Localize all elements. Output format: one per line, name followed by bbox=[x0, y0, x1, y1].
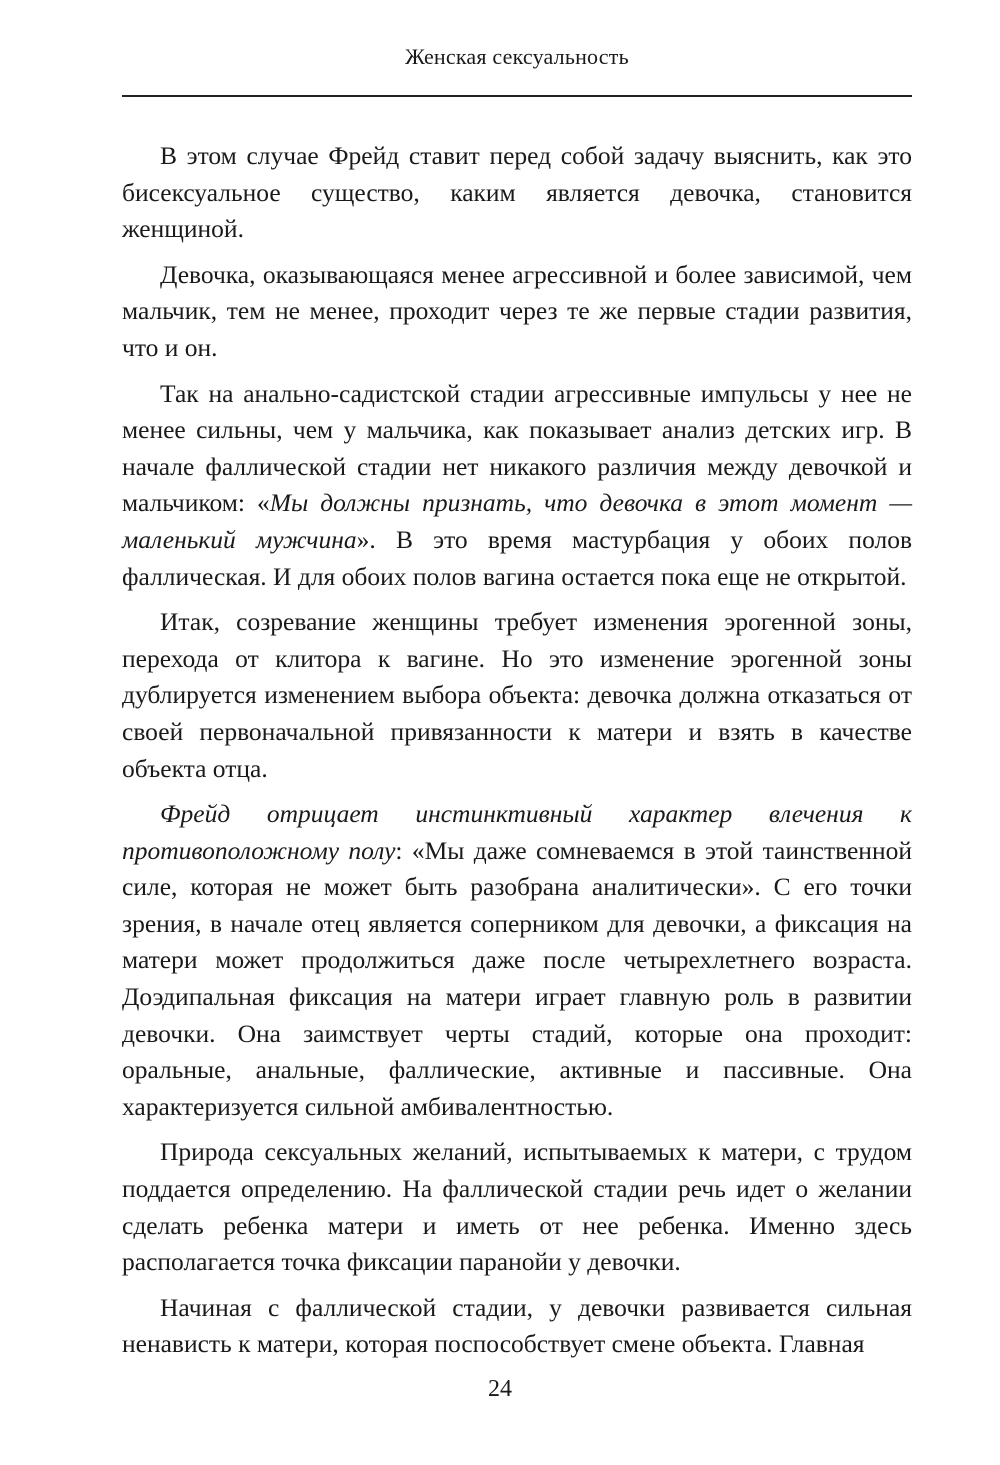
header-rule bbox=[122, 95, 912, 97]
paragraph-7: Начиная с фаллической стадии, у девочки развивается сильная ненависть к матери, которая поспособствует смене объекта. Главная bbox=[122, 1292, 912, 1359]
paragraph-2: Девочка, оказывающаяся менее агрессивной и более зависимой, чем мальчик, тем не менее, проходит через те же первые стадии развития, что и он. bbox=[122, 259, 912, 362]
paragraph-6: Природа сексуальных желаний, испытываемых к матери, с трудом поддается определению. На фаллической стадии речь идет о желании сделать ребенка матери и иметь от нее ребенка. Именно здесь располагается точка фиксации паранойи у девочки. bbox=[122, 1137, 912, 1277]
running-head: Женская сексуальность bbox=[405, 44, 629, 69]
paragraph-3-text: Так на анально-садистской стадии агрессивные импульсы у нее не менее сильны, чем у мальчика, как показывает анализ детских игр. В начале фаллической стадии нет никакого различия между девочкой и мальчиком: « bbox=[122, 378, 912, 518]
paragraph-3-quote: Мы должны признать, что девочка в этот момент — маленький мужчина bbox=[122, 488, 913, 554]
paragraph-5-emphasis: Фрейд отрицает инстинктивный характер влечения к противоположному полу bbox=[122, 799, 912, 865]
paragraph-3-text-end: ». В это время мастурбация у обоих полов фаллическая. И для обоих полов вагина остается пока еще не открытой. bbox=[122, 524, 913, 591]
paragraph-5-text: : «Мы даже сомневаемся в этой таинственной силе, которая не может быть разобрана аналитически». С его точки зрения, в начале отец является соперником для девочки, а фиксация на матери может продолжиться даже после четырехлетнего возраста. Доэдипальная фиксация на матери играет главную роль в развитии девочки. Она заимствует черты стадий, которые она проходит: оральные, анальные, фаллические, активные и пассивные. Она характеризуется сильной амбивалентностью. bbox=[122, 835, 912, 1121]
paragraph-3 bbox=[122, 376, 912, 596]
paragraph-5 bbox=[122, 796, 912, 1125]
page-number: 24 bbox=[488, 1376, 512, 1402]
paragraph-1: В этом случае Фрейд ставит перед собой задачу выяснить, как это бисексуальное существо, каким является девочка, становится женщиной. bbox=[122, 141, 912, 244]
paragraph-4: Итак, созревание женщины требует изменения эрогенной зоны, перехода от клитора к вагине. Но это изменение эрогенной зоны дублируется изменением выбора объекта: девочка должна отказаться от своей первоначальной привязанности к матери и взять в качестве объекта отца. bbox=[122, 607, 912, 783]
body-text bbox=[122, 138, 912, 1372]
